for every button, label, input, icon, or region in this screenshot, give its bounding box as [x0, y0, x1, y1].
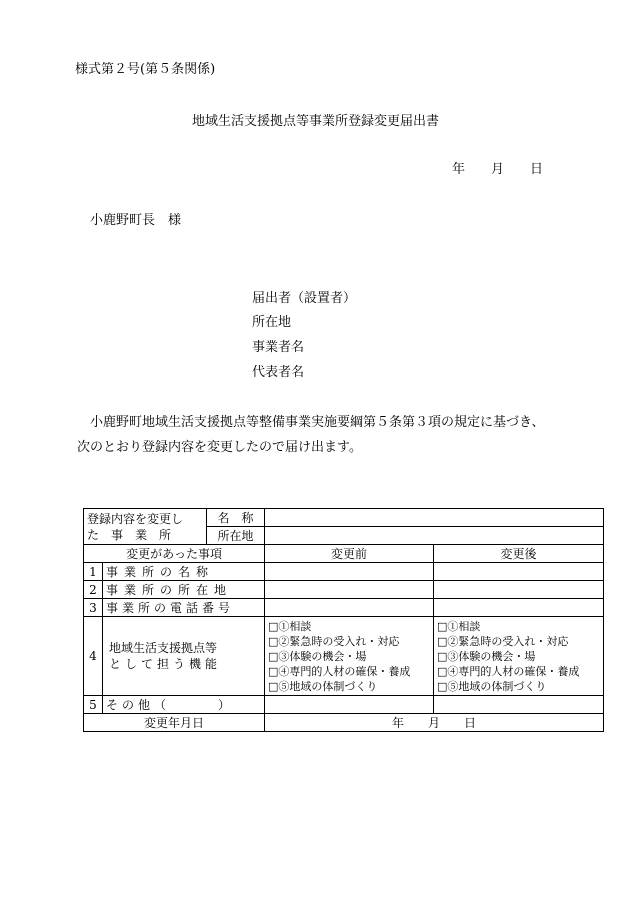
office-name-input[interactable] [265, 509, 604, 527]
function-option[interactable]: □④専門的人材の確保・養成 [268, 665, 411, 678]
before-input[interactable] [265, 581, 434, 599]
row-label: 事業所の電話番号 [103, 599, 265, 617]
table-row [84, 563, 604, 581]
after-input[interactable] [434, 599, 604, 617]
row-label: その他（ ） [103, 696, 265, 714]
form-number: 様式第２号(第５条関係) [75, 62, 216, 77]
before-header: 変更前 [265, 545, 434, 563]
row-label: 事業所の名称 [103, 563, 265, 581]
office-location-input[interactable] [265, 527, 604, 545]
table-row [84, 696, 604, 714]
header-row [84, 545, 604, 563]
row-label: 事業所の所在地 [103, 581, 265, 599]
row-number: 4 [84, 617, 103, 696]
function-option[interactable]: □③体験の機会・場 [437, 650, 536, 663]
before-functions [265, 617, 434, 696]
row-label [103, 617, 265, 696]
change-date-row [84, 714, 604, 732]
before-input[interactable] [265, 696, 434, 714]
representative-label: 代表者名 [252, 365, 305, 380]
before-input[interactable] [265, 599, 434, 617]
after-header: 変更後 [434, 545, 604, 563]
row-label-line2: として担う機能 [109, 657, 222, 671]
table-row [84, 581, 604, 599]
document-title: 地域生活支援拠点等事業所登録変更届出書 [192, 114, 440, 129]
office-label-line2: た 事 業 所 [87, 527, 172, 542]
function-option[interactable]: □②緊急時の受入れ・対応 [437, 635, 569, 648]
after-input[interactable] [434, 563, 604, 581]
before-input[interactable] [265, 563, 434, 581]
notifier-label: 届出者（設置者） [252, 291, 357, 306]
change-date-value[interactable]: 年 月 日 [265, 714, 604, 732]
after-input[interactable] [434, 581, 604, 599]
name-label-cell: 名 称 [207, 509, 265, 527]
date-line: 年 月 日 [452, 162, 544, 177]
row-number: 2 [84, 581, 103, 599]
business-name-label: 事業者名 [252, 340, 305, 355]
row-number: 1 [84, 563, 103, 581]
changed-item-header: 変更があった事項 [84, 545, 265, 563]
function-option[interactable]: □⑤地域の体制づくり [268, 680, 378, 693]
row-number: 5 [84, 696, 103, 714]
office-label-line1: 登録内容を変更し [87, 511, 184, 526]
function-option[interactable]: □①相談 [268, 620, 312, 633]
change-date-label: 変更年月日 [84, 714, 265, 732]
table-row-functions [84, 617, 604, 696]
office-name-row [84, 509, 604, 527]
address-label: 所在地 [252, 315, 292, 330]
function-option[interactable]: □⑤地域の体制づくり [437, 680, 547, 693]
after-functions [434, 617, 604, 696]
row-number: 3 [84, 599, 103, 617]
location-label-cell: 所在地 [207, 527, 265, 545]
function-option[interactable]: □②緊急時の受入れ・対応 [268, 635, 400, 648]
after-input[interactable] [434, 696, 604, 714]
function-option[interactable]: □①相談 [437, 620, 481, 633]
office-label-cell [84, 509, 207, 545]
addressee: 小鹿野町長 様 [90, 213, 182, 228]
body-text-line2: 次のとおり登録内容を変更したので届け出ます。 [77, 440, 362, 455]
function-option[interactable]: □④専門的人材の確保・養成 [437, 665, 580, 678]
function-option[interactable]: □③体験の機会・場 [268, 650, 367, 663]
change-form-table [83, 508, 604, 732]
body-text-line1: 小鹿野町地域生活支援拠点等整備事業実施要綱第５条第３項の規定に基づき、 [90, 415, 545, 430]
row-label-line1: 地域生活支援拠点等 [109, 641, 218, 655]
table-row [84, 599, 604, 617]
